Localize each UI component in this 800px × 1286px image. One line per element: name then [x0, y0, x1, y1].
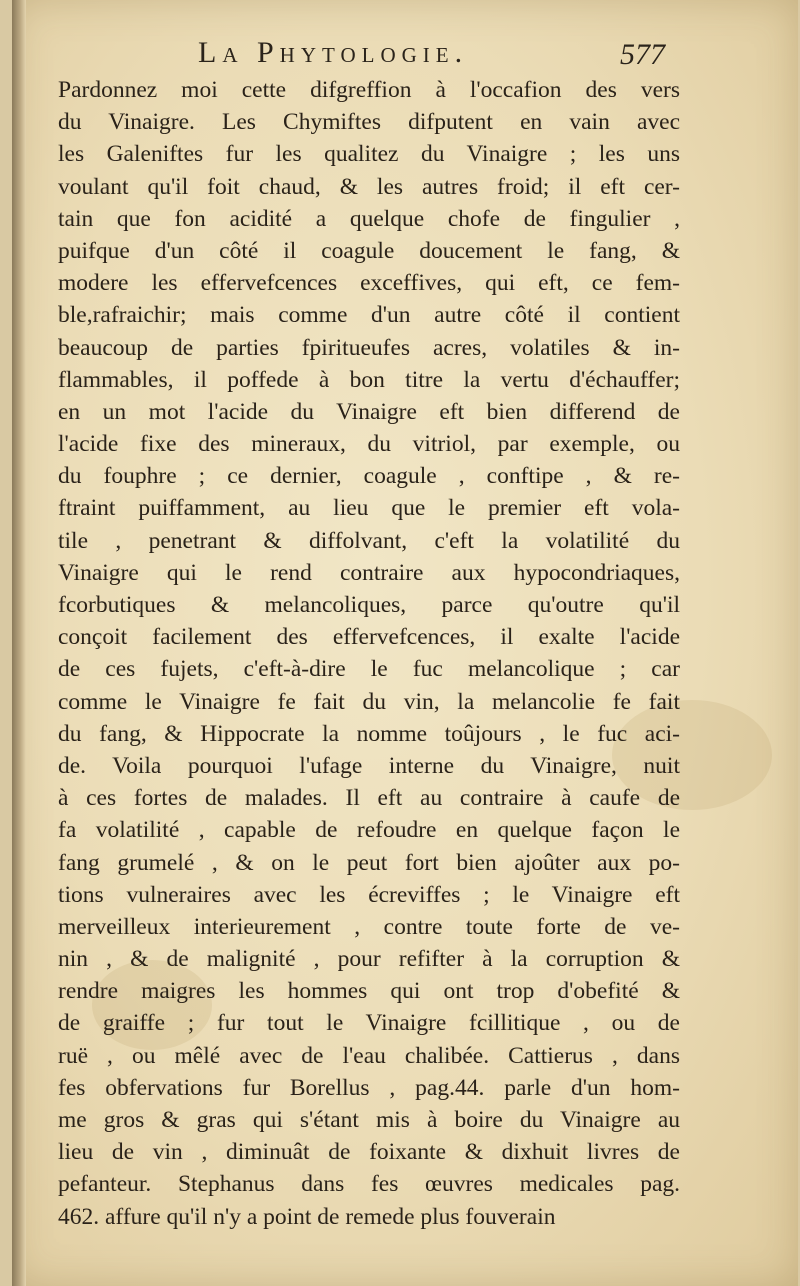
text-line: 462. affure qu'il n'y a point de remede plus fouverain: [58, 1203, 556, 1230]
text-line: beaucoup de parties fpiritueufes acres, volatiles & in-: [58, 334, 680, 361]
text-line: tain que fon acidité a quelque chofe de fingulier ,: [58, 205, 680, 232]
running-head-title: La Phytologie.: [198, 36, 469, 69]
text-line: fes obfervations fur Borellus , pag.44. parle d'un hom-: [58, 1074, 680, 1101]
text-line: en un mot l'acide du Vinaigre eft bien differend de: [58, 398, 680, 425]
text-line: tions vulneraires avec les écreviffes ; le Vinaigre eft: [58, 881, 680, 908]
text-line: de. Voila pourquoi l'ufage interne du Vinaigre, nuit: [58, 752, 680, 779]
page-gutter-shadow: [12, 0, 26, 1286]
text-line: modere les effervefcences exceffives, qui eft, ce fem-: [58, 270, 680, 297]
text-line: à ces fortes de malades. Il eft au contraire à caufe de: [58, 785, 680, 812]
text-line: de ces fujets, c'eft-à-dire le fuc melancolique ; car: [58, 656, 680, 683]
text-line: ble,rafraichir; mais comme d'un autre côté il contient: [58, 302, 680, 329]
text-line: flammables, il poffede à bon titre la vertu d'échauffer;: [58, 366, 680, 393]
text-line: merveilleux interieurement , contre toute forte de ve-: [58, 913, 680, 940]
text-line: ftraint puiffamment, au lieu que le premier eft vola-: [58, 495, 680, 522]
text-line: me gros & gras qui s'étant mis à boire du Vinaigre au: [58, 1107, 680, 1133]
text-line: voulant qu'il foit chaud, & les autres froid; il eft cer-: [58, 173, 680, 200]
page-number: 577: [620, 38, 665, 71]
text-line: tile , penetrant & diffolvant, c'eft la volatilité du: [58, 527, 680, 554]
text-line: rendre maigres les hommes qui ont trop d'obefité &: [58, 978, 680, 1005]
body-text: [58, 74, 680, 1233]
text-line: puifque d'un côté il coagule doucement le fang, &: [58, 237, 680, 264]
text-line: lieu de vin , diminuât de foixante & dixhuit livres de: [58, 1139, 680, 1166]
text-line: comme le Vinaigre fe fait du vin, la melancolie fe fait: [58, 688, 680, 715]
text-line: du Vinaigre. Les Chymiftes difputent en vain avec: [58, 109, 680, 136]
text-line: du fang, & Hippocrate la nomme toûjours , le fuc aci-: [58, 720, 680, 747]
text-line: conçoit facilement des effervefcences, il exalte l'acide: [58, 624, 680, 651]
text-line: l'acide fixe des mineraux, du vitriol, par exemple, ou: [58, 431, 680, 458]
text-line: fa volatilité , capable de refoudre en quelque façon le: [58, 817, 680, 844]
text-line: Pardonnez moi cette difgreffion à l'occafion des vers: [58, 77, 680, 103]
text-line: fang grumelé , & on le peut fort bien ajoûter aux po-: [58, 849, 680, 876]
text-line: pefanteur. Stephanus dans fes œuvres medicales pag.: [58, 1171, 680, 1198]
text-line: de graiffe ; fur tout le Vinaigre fcillitique , ou de: [58, 1010, 680, 1037]
text-line: du fouphre ; ce dernier, coagule , conftipe , & re-: [58, 463, 680, 490]
text-line: nin , & de malignité , pour refifter à la corruption &: [58, 946, 680, 973]
text-line: les Galeniftes fur les qualitez du Vinaigre ; les uns: [58, 141, 680, 168]
text-line: fcorbutiques & melancoliques, parce qu'outre qu'il: [58, 592, 680, 618]
text-line: ruë , ou mêlé avec de l'eau chalibée. Cattierus , dans: [58, 1042, 680, 1069]
text-line: Vinaigre qui le rend contraire aux hypocondriaques,: [58, 559, 680, 586]
